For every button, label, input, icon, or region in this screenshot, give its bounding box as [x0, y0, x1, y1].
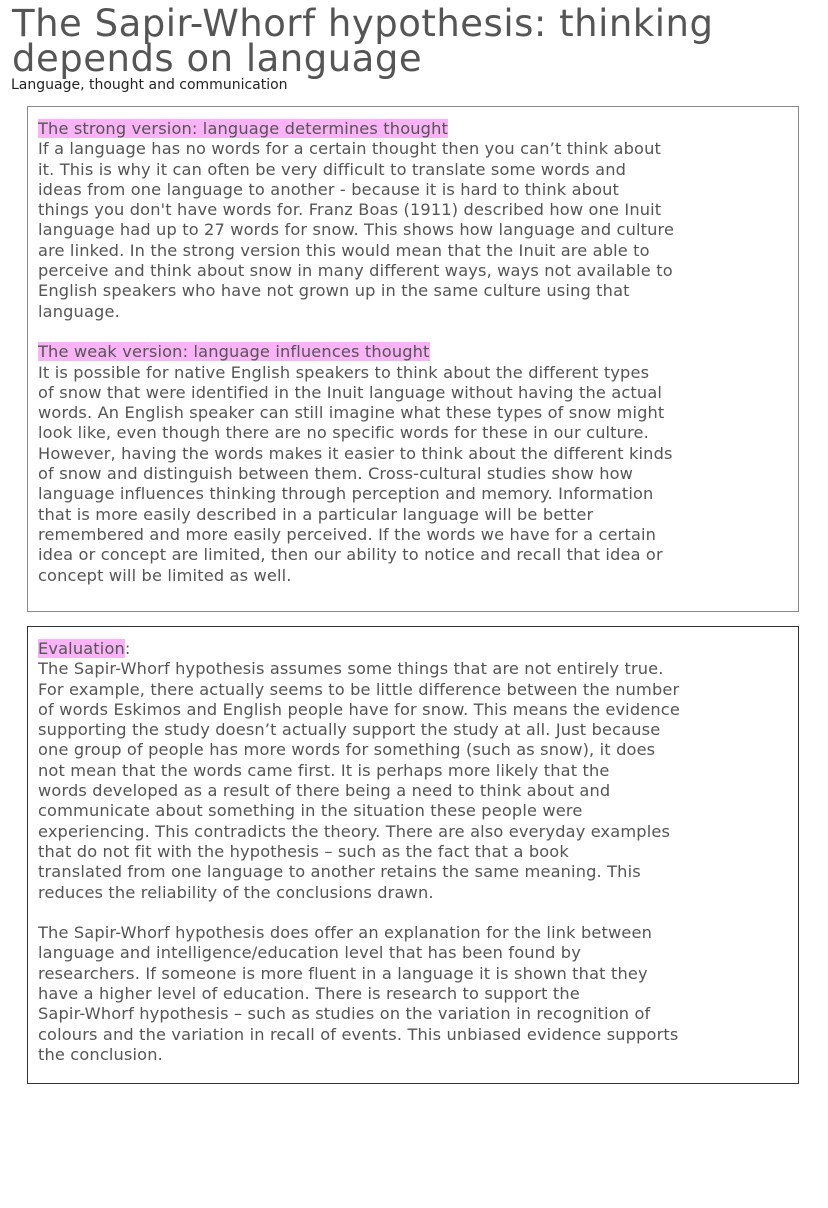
text-line: language had up to 27 words for snow. This shows how language and culture [38, 220, 675, 240]
heading-highlight: Evaluation [38, 639, 125, 658]
text-line: However, having the words makes it easier to think about the different kinds [38, 443, 673, 463]
text-line: that do not fit with the hypothesis – such as the fact that a book [38, 841, 569, 861]
text-line: not mean that the words came first. It is perhaps more likely that the [38, 760, 610, 780]
versions-box [27, 106, 799, 612]
text-line: language. [38, 301, 120, 321]
evaluation-box [27, 626, 799, 1084]
text-line: have a higher level of education. There is research to support the [38, 984, 580, 1004]
text-line: translated from one language to another retains the same meaning. This [38, 862, 641, 882]
text-line: concept will be limited as well. [38, 565, 292, 585]
text-line: English speakers who have not grown up in the same culture using that [38, 281, 630, 301]
text-line: of words Eskimos and English people have for snow. This means the evidence [38, 699, 680, 719]
text-line: experiencing. This contradicts the theory. There are also everyday examples [38, 821, 671, 841]
evaluation-paragraph-2 [38, 923, 788, 1065]
title-line: depends on language [12, 37, 423, 80]
text-line: words. An English speaker can still imagine what these types of snow might [38, 403, 665, 423]
text-line: language influences thinking through perception and memory. Information [38, 484, 654, 504]
text-line: supporting the study doesn’t actually support the study at all. Just because [38, 720, 661, 740]
text-line: words developed as a result of there being a need to think about and [38, 781, 611, 801]
text-line: idea or concept are limited, then our ability to notice and recall that idea or [38, 545, 663, 565]
page-subtitle: Language, thought and communication [11, 77, 288, 93]
text-line: It is possible for native English speakers to think about the different types [38, 362, 650, 382]
text-line: language and intelligence/education level that has been found by [38, 943, 581, 963]
evaluation-paragraph-1 [38, 659, 788, 903]
text-line: look like, even though there are no specific words for these in our culture. [38, 423, 649, 443]
weak-version-heading [38, 342, 788, 362]
weak-version-text [38, 363, 788, 586]
strong-version-text [38, 139, 788, 322]
evaluation-heading [38, 639, 788, 659]
text-line: The Sapir-Whorf hypothesis does offer an explanation for the link between [38, 923, 653, 943]
text-line: reduces the reliability of the conclusions drawn. [38, 882, 434, 902]
text-line: are linked. In the strong version this would mean that the Inuit are able to [38, 240, 650, 260]
text-line: remembered and more easily perceived. If the words we have for a certain [38, 524, 657, 544]
text-line: of snow that were identified in the Inuit language without having the actual [38, 382, 663, 402]
text-line: If a language has no words for a certain thought then you can’t think about [38, 139, 661, 159]
title-line: The Sapir-Whorf hypothesis: thinking [12, 2, 714, 45]
text-line: the conclusion. [38, 1044, 163, 1064]
page-title [12, 2, 714, 80]
text-line: of snow and distinguish between them. Cross-cultural studies show how [38, 464, 634, 484]
text-line: that is more easily described in a particular language will be better [38, 504, 594, 524]
heading-highlight: The weak version: language influences thought [38, 342, 430, 362]
text-line: one group of people has more words for something (such as snow), it does [38, 740, 656, 760]
text-line: The Sapir-Whorf hypothesis assumes some things that are not entirely true. [38, 659, 664, 679]
text-line: ideas from one language to another - because it is hard to think about [38, 179, 620, 199]
text-line: researchers. If someone is more fluent in a language it is shown that they [38, 963, 648, 983]
text-line: it. This is why it can often be very difficult to translate some words and [38, 159, 627, 179]
heading-colon: : [124, 639, 131, 658]
heading-highlight: The strong version: language determines thought [38, 119, 448, 138]
text-line: perceive and think about snow in many different ways, ways not available to [38, 261, 673, 281]
text-line: things you don't have words for. Franz Boas (1911) described how one Inuit [38, 200, 662, 220]
text-line: colours and the variation in recall of events. This unbiased evidence supports [38, 1024, 679, 1044]
strong-version-heading [38, 119, 788, 139]
text-line: Sapir-Whorf hypothesis – such as studies on the variation in recognition of [38, 1004, 651, 1024]
text-line: communicate about something in the situation these people were [38, 801, 583, 821]
text-line: For example, there actually seems to be little difference between the number [38, 679, 680, 699]
